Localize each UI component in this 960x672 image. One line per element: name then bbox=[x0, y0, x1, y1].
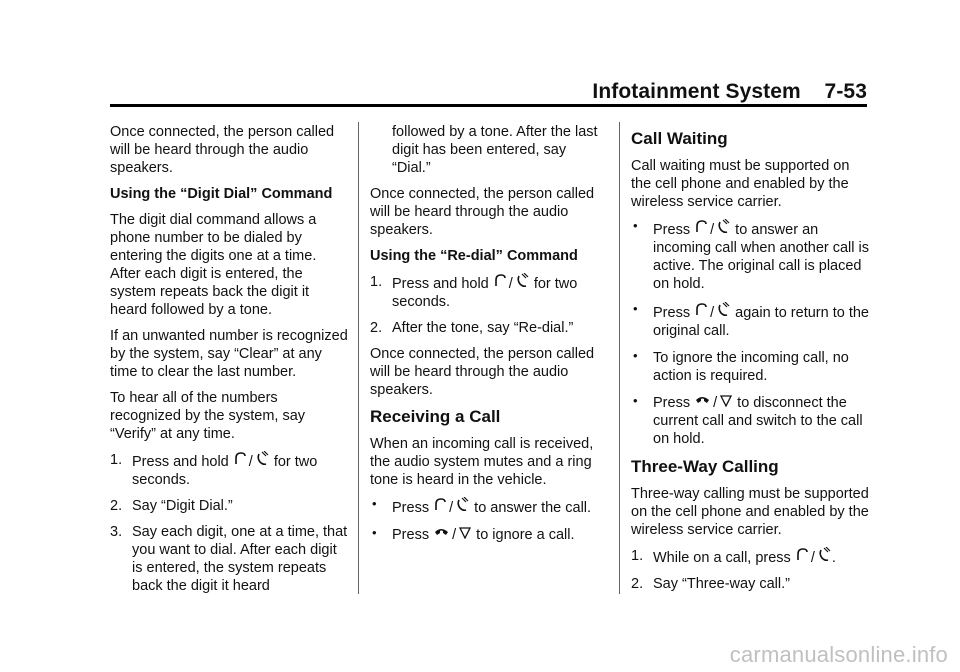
numbered-step bbox=[370, 273, 608, 311]
mute-triangle-icon bbox=[720, 395, 732, 407]
paragraph: If an unwanted number is recognized by the system, say “Clear” at any time to clear the last number. bbox=[110, 328, 348, 380]
slash: / bbox=[452, 527, 457, 543]
phone-icon bbox=[717, 219, 730, 234]
bullet: • bbox=[633, 393, 638, 408]
step-text: Press and hold bbox=[132, 454, 229, 470]
slash: / bbox=[710, 222, 715, 238]
numbered-step bbox=[631, 547, 871, 567]
step-text: While on a call, press bbox=[653, 550, 791, 566]
watermark: carmanualsonline.info bbox=[729, 642, 948, 667]
column-3 bbox=[631, 123, 871, 601]
mute-triangle-icon bbox=[459, 527, 471, 539]
section-heading: Three-Way Calling bbox=[631, 457, 779, 476]
bullet-item bbox=[370, 497, 608, 517]
bullet: • bbox=[633, 348, 638, 363]
bullet: • bbox=[372, 496, 377, 511]
bullet-text: Press bbox=[392, 527, 430, 543]
push-to-talk-icon bbox=[796, 547, 808, 562]
bullet-item bbox=[631, 394, 871, 448]
column-2 bbox=[370, 123, 608, 553]
slash: / bbox=[508, 276, 513, 292]
bullet-text: To ignore the incoming call, no action is required. bbox=[653, 350, 849, 384]
step-text: . bbox=[831, 550, 836, 566]
step-text: Say each digit, one at a time, that you want to dial. After each digit is entered, the system repeats back the digit it heard bbox=[132, 524, 348, 594]
slash: / bbox=[710, 305, 715, 321]
bullet-text: Press bbox=[392, 500, 430, 516]
paragraph: Call waiting must be supported on the cell phone and enabled by the wireless service carrier. bbox=[631, 158, 850, 210]
push-to-talk-icon bbox=[434, 497, 446, 512]
slash: / bbox=[713, 395, 718, 411]
phone-icon bbox=[456, 497, 469, 512]
section-subheading: Using the “Re-dial” Command bbox=[370, 248, 578, 264]
section-heading: Receiving a Call bbox=[370, 407, 501, 426]
paragraph: The digit dial command allows a phone number to be dialed by entering the digits one at a time. After each digit is entered, the system repeats back the digit it heard followed by a tone. bbox=[110, 212, 317, 318]
page-header bbox=[110, 78, 867, 107]
step-text: Press and hold bbox=[392, 276, 489, 292]
slash: / bbox=[248, 454, 253, 470]
end-call-icon bbox=[434, 527, 449, 539]
numbered-step bbox=[110, 451, 348, 489]
step-number: 2. bbox=[110, 498, 123, 514]
step-number: 1. bbox=[631, 548, 644, 564]
bullet: • bbox=[633, 218, 638, 233]
numbered-step bbox=[110, 497, 348, 515]
step-continuation: followed by a tone. After the last digit has been entered, say “Dial.” bbox=[392, 124, 598, 176]
section-subheading: Using the “Digit Dial” Command bbox=[110, 186, 333, 202]
phone-icon bbox=[717, 302, 730, 317]
slash: / bbox=[810, 550, 815, 566]
step-number: 2. bbox=[370, 320, 383, 336]
paragraph: To hear all of the numbers recognized by the system, say “Verify” at any time. bbox=[110, 390, 306, 442]
step-text: After the tone, say “Re-dial.” bbox=[392, 320, 574, 336]
end-call-icon bbox=[695, 395, 710, 407]
column-divider-left bbox=[358, 122, 359, 594]
push-to-talk-icon bbox=[494, 273, 506, 288]
column-divider-right bbox=[619, 122, 620, 594]
bullet-text: Press bbox=[653, 395, 691, 411]
section-heading: Call Waiting bbox=[631, 129, 728, 148]
bullet: • bbox=[372, 525, 377, 540]
step-text: for two seconds. bbox=[392, 276, 578, 310]
step-text: Say “Three-way call.” bbox=[653, 576, 790, 592]
push-to-talk-icon bbox=[695, 219, 707, 234]
page-title: Infotainment System 7-53 bbox=[592, 80, 867, 103]
step-text: Say “Digit Dial.” bbox=[132, 498, 233, 514]
bullet-item bbox=[631, 219, 871, 293]
push-to-talk-icon bbox=[234, 451, 246, 466]
bullet-text: again to return to the original call. bbox=[653, 305, 869, 339]
bullet-item bbox=[631, 349, 871, 385]
bullet: • bbox=[633, 301, 638, 316]
numbered-step bbox=[370, 319, 608, 337]
bullet-text: Press bbox=[653, 305, 691, 321]
step-number: 1. bbox=[110, 452, 123, 468]
step-number: 2. bbox=[631, 576, 644, 592]
bullet-text: to ignore a call. bbox=[476, 527, 575, 543]
numbered-step bbox=[110, 523, 348, 595]
bullet-item bbox=[370, 526, 608, 544]
phone-icon bbox=[516, 273, 529, 288]
bullet-item bbox=[631, 302, 871, 340]
paragraph: When an incoming call is received, the audio system mutes and a ring tone is heard in the vehicle. bbox=[370, 436, 594, 488]
paragraph: Three-way calling must be supported on the cell phone and enabled by the wireless service carrier. bbox=[631, 486, 869, 538]
column-1 bbox=[110, 123, 348, 603]
slash: / bbox=[449, 500, 454, 516]
bullet-text: to answer the call. bbox=[474, 500, 592, 516]
step-number: 3. bbox=[110, 524, 123, 540]
bullet-text: to answer an incoming call when another call is active. The original call is placed on hold. bbox=[653, 222, 869, 292]
push-to-talk-icon bbox=[695, 302, 707, 317]
bullet-text: to disconnect the current call and switch to the call on hold. bbox=[653, 395, 863, 447]
numbered-step bbox=[631, 575, 871, 593]
paragraph: Once connected, the person called will be heard through the audio speakers. bbox=[370, 186, 595, 238]
phone-icon bbox=[818, 547, 831, 562]
step-text: for two seconds. bbox=[132, 454, 318, 488]
paragraph: Once connected, the person called will be heard through the audio speakers. bbox=[370, 346, 595, 398]
phone-icon bbox=[256, 451, 269, 466]
paragraph: Once connected, the person called will be heard through the audio speakers. bbox=[110, 124, 335, 176]
bullet-text: Press bbox=[653, 222, 691, 238]
step-number: 1. bbox=[370, 274, 383, 290]
